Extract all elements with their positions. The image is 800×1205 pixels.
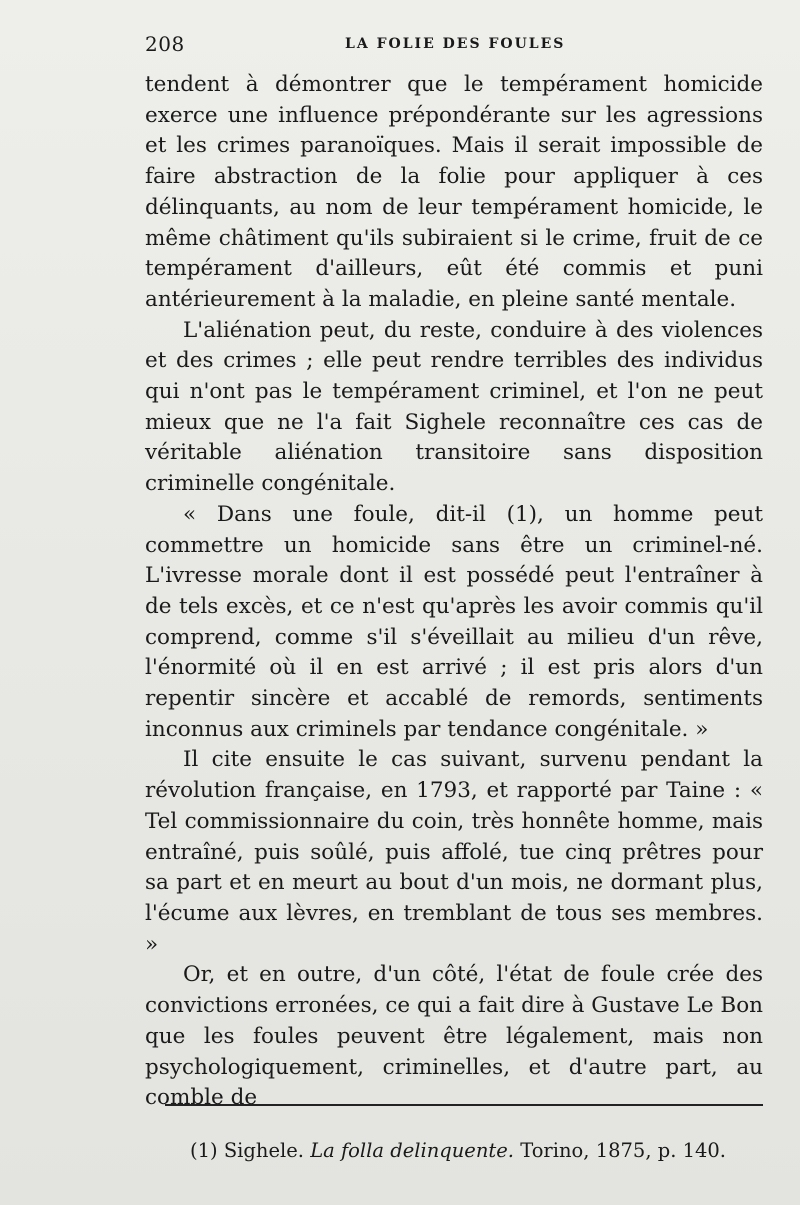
body-text [145,70,763,1114]
paragraph-5: Or, et en outre, d'un côté, l'état de foule crée des convictions erronées, ce qui a fait dire à Gustave Le Bon que les foules peuvent être légalement, mais non psychologiquement, criminelles, et d'autre part, au comble de [145,962,763,1111]
footnote [190,1139,770,1162]
paragraph-1: tendent à démontrer que le tempérament homicide exerce une influence prépondérante sur les agressions et les crimes paranoïques. Mais il serait impossible de faire abstraction de la folie pour appliquer à ces délinquants, au nom de leur tempérament homicide, le même châtiment qu'ils subiraient si le crime, fruit de ce tempérament d'ailleurs, eût été commis et puni antérieurement à la maladie, en pleine santé mentale. [145,72,763,312]
page-header [145,32,765,60]
paragraph-2: L'aliénation peut, du reste, conduire à des violences et des crimes ; elle peut rendre terribles des individus qui n'ont pas le tempérament criminel, et l'on ne peut mieux que ne l'a fait Sighele reconnaître ces cas de véritable aliénation transitoire sans disposition criminelle congénitale. [145,317,763,497]
footnote-title: La folla delinquente. [310,1139,514,1162]
running-head: LA FOLIE DES FOULES [345,36,566,52]
footnote-divider [165,1104,763,1106]
footnote-marker: (1) Sighele. [190,1139,304,1162]
paragraph-4: Il cite ensuite le cas suivant, survenu pendant la révolution française, en 1793, et rapporté par Taine : « Tel commissionnaire du coin, très honnête homme, mais entraîné, puis soûlé, puis affolé, tue cinq prêtres pour sa part et en meurt au bout d'un mois, ne dormant plus, l'écume aux lèvres, en tremblant de tous ses membres. » [145,747,763,957]
footnote-details: Torino, 1875, p. 140. [520,1139,727,1162]
paragraph-3: « Dans une foule, dit-il (1), un homme peut commettre un homicide sans être un criminel-né. L'ivresse morale dont il est possédé peut l'entraîner à de tels excès, et ce n'est qu'après les avoir commis qu'il comprend, comme s'il s'éveillait au milieu d'un rêve, l'énormité où il en est arrivé ; il est pris alors d'un repentir sincère et accablé de remords, sentiments inconnus aux criminels par tendance congénitale. » [145,501,763,742]
page-number: 208 [145,32,185,56]
